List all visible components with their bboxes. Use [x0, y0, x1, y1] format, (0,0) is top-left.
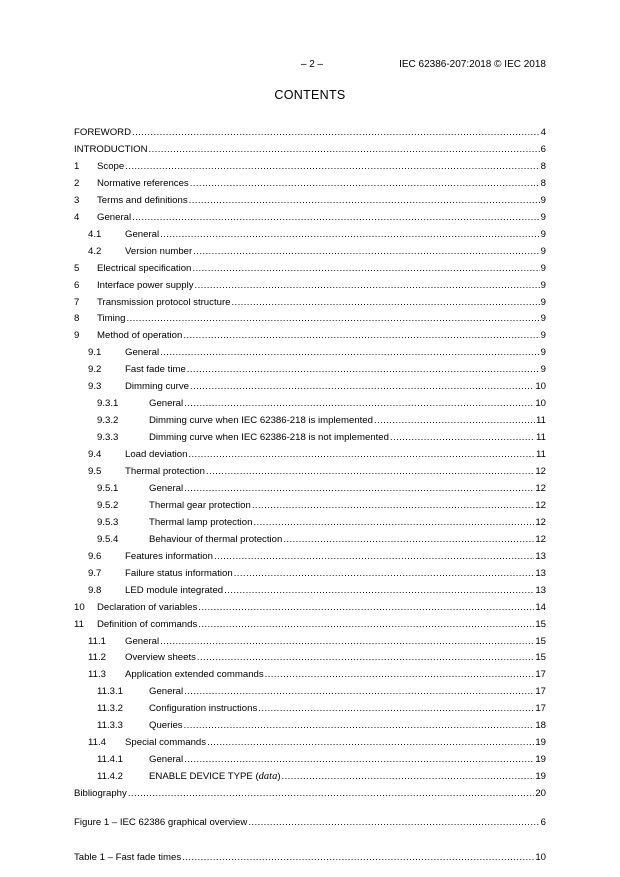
- toc-entry-page: 12: [535, 466, 546, 477]
- toc-entry-label: Dimming curve: [125, 381, 189, 393]
- toc-entry-page: 13: [535, 584, 546, 596]
- toc-entry[interactable]: [74, 784, 546, 800]
- toc-entry-page: 9: [540, 279, 546, 291]
- toc-leader-dots: [198, 619, 534, 631]
- toc-entry-page: 9: [540, 228, 546, 240]
- toc-entry-number: 11.3.1: [97, 686, 123, 698]
- toc-entry[interactable]: [74, 428, 546, 444]
- toc-entry[interactable]: [74, 123, 546, 139]
- toc-leader-dots: [195, 280, 540, 292]
- toc-entry-number: 9.3.2: [97, 415, 119, 427]
- toc-entry-number: 11.3.2: [97, 703, 123, 715]
- toc-entry-page: 4: [540, 127, 546, 138]
- toc-entry-page: 11: [536, 432, 546, 444]
- toc-entry[interactable]: [74, 343, 546, 359]
- toc-entry-label: Dimming curve when IEC 62386-218 is not implemented: [149, 432, 389, 444]
- toc-entry-page: 9: [540, 313, 546, 325]
- toc-entry-label: Bibliography: [74, 788, 127, 800]
- toc-entry-number: 11.4: [88, 737, 106, 749]
- toc-leader-dots: [190, 381, 534, 393]
- toc-leader-dots: [160, 229, 540, 241]
- toc-entry-page: 12: [535, 499, 546, 511]
- toc-leader-dots: [189, 195, 540, 207]
- toc-entry-page: 11: [536, 415, 546, 427]
- toc-leader-dots: [374, 415, 535, 427]
- toc-entry-label: Scope: [97, 160, 125, 172]
- toc-entry-label: INTRODUCTION: [74, 143, 148, 155]
- toc-leader-dots: [188, 449, 535, 461]
- toc-entry-number: 9.3: [88, 381, 102, 393]
- toc-leader-dots: [207, 737, 534, 749]
- toc-entry-page: 9: [540, 296, 546, 308]
- toc-leader-dots: [390, 432, 535, 444]
- toc-entry-label: General: [97, 211, 132, 223]
- toc-leader-dots: [187, 364, 540, 376]
- toc-entry-page: 19: [535, 771, 546, 783]
- toc-entry-page: 9: [540, 245, 546, 257]
- toc-entry[interactable]: [74, 360, 546, 376]
- toc-leader-dots: [258, 703, 534, 715]
- toc-entry[interactable]: [74, 530, 546, 546]
- toc-entry-label: General: [149, 754, 184, 766]
- toc-entry-number: 5: [74, 262, 80, 274]
- toc-entry[interactable]: [74, 479, 546, 495]
- toc-leader-dots: [184, 686, 534, 698]
- toc-leader-dots: [283, 534, 534, 546]
- toc-entry-number: 4.2: [88, 245, 102, 257]
- toc-entry-page: 15: [535, 618, 546, 630]
- toc-entry-label: ENABLE DEVICE TYPE (data): [149, 771, 281, 783]
- toc-entry-page: 10: [535, 851, 546, 863]
- toc-entry-number: 7: [74, 296, 80, 308]
- toc-entry-page: 6: [540, 817, 546, 828]
- toc-entry-label: Special commands: [125, 737, 207, 749]
- standard-reference: IEC 62386-207:2018 © IEC 2018: [399, 59, 546, 70]
- toc-entry-label: General: [149, 686, 184, 698]
- toc-entry[interactable]: [74, 547, 546, 563]
- toc-entry-page: 15: [535, 635, 546, 647]
- toc-entry-label: FOREWORD: [74, 127, 132, 138]
- toc-entry-number: 9.2: [88, 364, 102, 376]
- toc-leader-dots: [197, 652, 534, 664]
- toc-entry-number: 11.3.3: [97, 720, 123, 732]
- toc-entry-page: 11: [536, 449, 546, 461]
- toc-leader-dots: [132, 127, 540, 139]
- toc-entry[interactable]: [74, 513, 546, 529]
- toc-entry-label: General: [125, 347, 160, 359]
- toc-entry-number: 9.8: [88, 584, 102, 596]
- toc-entry-label: LED module integrated: [125, 584, 224, 596]
- toc-entry-number: 9.5.1: [97, 482, 119, 494]
- toc-leader-dots: [265, 669, 535, 681]
- toc-entry-label: Features information: [125, 550, 213, 562]
- toc-entry[interactable]: [74, 665, 546, 681]
- toc-entry-page: 9: [540, 330, 546, 342]
- toc-entry[interactable]: [74, 140, 546, 156]
- toc-leader-dots: [198, 602, 534, 614]
- toc-entry[interactable]: [74, 293, 546, 309]
- toc-leader-dots: [184, 398, 534, 410]
- toc-entry-page: 9: [540, 262, 546, 274]
- toc-entry-page: 9: [540, 194, 546, 206]
- toc-leader-dots: [206, 466, 534, 478]
- toc-entry-number: 9: [74, 330, 80, 342]
- toc-entry-label: Figure 1 – IEC 62386 graphical overview: [74, 817, 248, 828]
- toc-entry-page: 15: [535, 652, 546, 664]
- page-number: – 2 –: [300, 59, 324, 70]
- toc-entry-label: Fast fade time: [125, 364, 186, 376]
- toc-entry-number: 4: [74, 211, 80, 223]
- toc-entry-page: 9: [540, 364, 546, 376]
- toc-entry-number: 11.3: [88, 669, 106, 681]
- toc-entry-page: 17: [535, 686, 546, 698]
- toc-entry-label: Application extended commands: [125, 669, 264, 681]
- toc-entry[interactable]: [74, 259, 546, 275]
- toc-entry-page: 19: [535, 737, 546, 749]
- toc-entry-label: Electrical specification: [97, 262, 192, 274]
- toc-entry-label: Thermal protection: [125, 466, 205, 477]
- toc-leader-dots: [125, 161, 539, 173]
- toc-leader-dots: [231, 297, 539, 309]
- toc-entry-number: 9.3.3: [97, 432, 119, 444]
- toc-entry-label: Interface power supply: [97, 279, 194, 291]
- toc-entry-page: 13: [535, 550, 546, 562]
- toc-entry-number: 9.1: [88, 347, 102, 359]
- toc-entry-page: 10: [535, 381, 546, 393]
- toc-entry-number: 11.2: [88, 652, 106, 664]
- toc-entry[interactable]: [74, 581, 546, 597]
- toc-entry[interactable]: [74, 157, 546, 173]
- toc-entry-label: Definition of commands: [97, 618, 198, 630]
- toc-leader-dots: [282, 771, 535, 783]
- toc-entry-label: Transmission protocol structure: [97, 296, 231, 308]
- toc-entry[interactable]: [74, 462, 546, 478]
- toc-entry-number: 9.7: [88, 567, 102, 579]
- toc-entry-number: 11.4.1: [97, 754, 123, 766]
- toc-entry[interactable]: [74, 411, 546, 427]
- toc-leader-dots: [126, 313, 539, 325]
- toc-entry[interactable]: [74, 564, 546, 580]
- toc-entry-label: General: [149, 398, 184, 410]
- toc-entry[interactable]: [74, 496, 546, 512]
- toc-entry-number: 4.1: [88, 228, 102, 240]
- toc-entry-label: Queries: [149, 720, 183, 732]
- toc-leader-dots: [192, 263, 539, 275]
- toc-entry-label: Normative references: [97, 177, 189, 189]
- toc-leader-dots: [193, 246, 539, 258]
- toc-leader-dots: [252, 500, 534, 512]
- toc-entry-label: Method of operation: [97, 330, 183, 342]
- toc-leader-dots: [184, 720, 535, 732]
- toc-entry-label: Timing: [97, 313, 126, 325]
- toc-entry[interactable]: [74, 191, 546, 207]
- toc-entry-number: 9.6: [88, 550, 102, 562]
- toc-entry[interactable]: [74, 225, 546, 241]
- toc-entry-label: Failure status information: [125, 567, 233, 579]
- toc-entry[interactable]: [74, 733, 546, 749]
- toc-leader-dots: [160, 347, 540, 359]
- toc-entry[interactable]: [74, 242, 546, 258]
- toc-leader-dots: [190, 178, 540, 190]
- toc-entry-page: 9: [540, 347, 546, 359]
- toc-leader-dots: [248, 817, 539, 829]
- toc-entry[interactable]: [74, 648, 546, 664]
- toc-entry[interactable]: [74, 813, 546, 829]
- toc-leader-dots: [128, 788, 535, 800]
- toc-entry-label: Behaviour of thermal protection: [149, 533, 283, 545]
- toc-entry[interactable]: [74, 377, 546, 393]
- toc-leader-dots: [253, 517, 534, 529]
- toc-entry-label: Table 1 – Fast fade times: [74, 851, 182, 863]
- toc-entry[interactable]: [74, 615, 546, 631]
- toc-entry[interactable]: [74, 276, 546, 292]
- toc-entry[interactable]: [74, 309, 546, 325]
- toc-entry-page: 8: [540, 160, 546, 172]
- toc-entry-label: Thermal lamp protection: [149, 516, 253, 528]
- toc-leader-dots: [182, 852, 534, 864]
- toc-entry-page: 18: [535, 720, 546, 732]
- toc-entry-label: Terms and definitions: [97, 194, 188, 206]
- toc-entry-page: 12: [535, 516, 546, 528]
- toc-entry-label: General: [125, 635, 160, 647]
- toc-entry[interactable]: [74, 394, 546, 410]
- toc-entry[interactable]: [74, 326, 546, 342]
- toc-entry-label: General: [125, 228, 160, 240]
- toc-entry-number: 3: [74, 194, 80, 206]
- toc-leader-dots: [234, 568, 535, 580]
- toc-entry[interactable]: [74, 598, 546, 614]
- toc-leader-dots: [224, 585, 534, 597]
- toc-entry-number: 11: [74, 618, 84, 630]
- toc-entry-page: 9: [540, 211, 546, 223]
- toc-entry-page: 17: [535, 703, 546, 715]
- toc-entry-page: 14: [535, 601, 546, 613]
- toc-leader-dots: [183, 330, 539, 342]
- toc-entry-number: 2: [74, 177, 80, 189]
- toc-entry-number: 10: [74, 601, 85, 613]
- toc-entry-page: 13: [535, 567, 546, 579]
- toc-entry-page: 12: [535, 533, 546, 545]
- toc-entry[interactable]: [74, 632, 546, 648]
- toc-entry-number: 6: [74, 279, 80, 291]
- toc-entry[interactable]: [74, 848, 546, 864]
- toc-leader-dots: [149, 144, 540, 156]
- toc-entry-number: 11.1: [88, 635, 106, 647]
- toc-entry[interactable]: [74, 208, 546, 224]
- toc-entry[interactable]: [74, 716, 546, 732]
- toc-entry-page: 17: [535, 669, 546, 681]
- toc-entry-page: 8: [540, 177, 546, 189]
- toc-entry-label: Overview sheets: [125, 652, 196, 664]
- toc-entry-number: 11.4.2: [97, 771, 123, 783]
- toc-entry[interactable]: [74, 682, 546, 698]
- toc-entry-label: Version number: [125, 245, 193, 257]
- toc-entry[interactable]: [74, 699, 546, 715]
- toc-entry-page: 12: [535, 482, 546, 494]
- toc-entry-number: 9.4: [88, 449, 102, 461]
- toc-entry-number: 9.5: [88, 466, 102, 477]
- toc-leader-dots: [160, 636, 534, 648]
- toc-entry[interactable]: [74, 767, 546, 783]
- toc-entry-number: 8: [74, 313, 80, 325]
- toc-entry-label: General: [149, 482, 184, 494]
- toc-leader-dots: [184, 483, 534, 495]
- toc-entry-number: 1: [74, 160, 80, 172]
- toc-entry-label: Declaration of variables: [97, 601, 198, 613]
- toc-leader-dots: [184, 754, 534, 766]
- toc-entry[interactable]: [74, 750, 546, 766]
- toc-entry-label: Dimming curve when IEC 62386-218 is implemented: [149, 415, 373, 427]
- toc-entry[interactable]: [74, 174, 546, 190]
- toc-leader-dots: [132, 212, 540, 224]
- toc-entry-number: 9.5.3: [97, 516, 119, 528]
- toc-entry-number: 9.5.4: [97, 533, 119, 545]
- toc-leader-dots: [214, 551, 534, 563]
- contents-title: CONTENTS: [274, 88, 346, 102]
- toc-entry-page: 20: [535, 788, 546, 800]
- toc-entry-label: Configuration instructions: [149, 703, 258, 715]
- toc-entry-number: 9.5.2: [97, 499, 119, 511]
- toc-entry-page: 6: [540, 143, 546, 155]
- toc-entry-label: Thermal gear protection: [149, 499, 251, 511]
- toc-entry-number: 9.3.1: [97, 398, 119, 410]
- toc-entry[interactable]: [74, 445, 546, 461]
- toc-entry-label: Load deviation: [125, 449, 188, 461]
- toc-entry-page: 19: [535, 754, 546, 766]
- toc-entry-page: 10: [535, 398, 546, 410]
